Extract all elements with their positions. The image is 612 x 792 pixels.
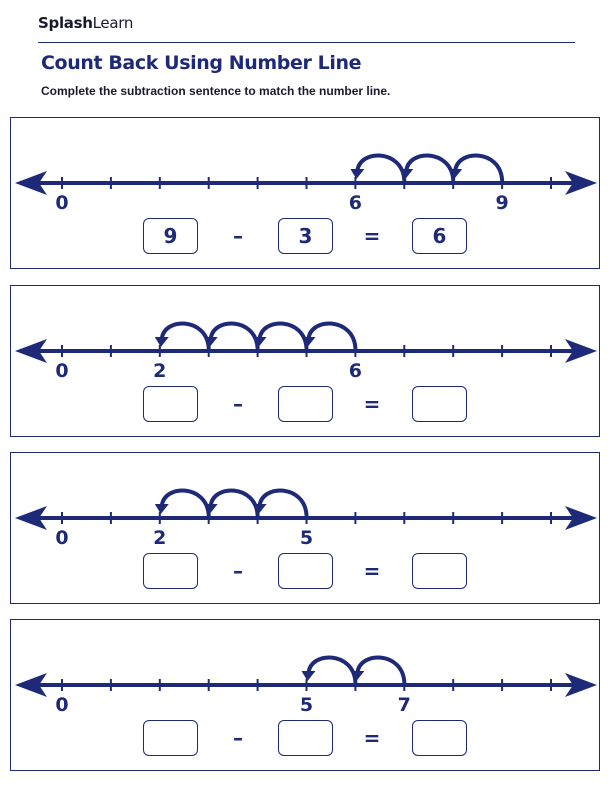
hop-arc <box>162 490 209 515</box>
tick-label: 5 <box>299 694 314 716</box>
tick-label: 9 <box>495 192 509 214</box>
subtrahend-box[interactable] <box>278 386 333 422</box>
tick-label: 0 <box>55 527 69 549</box>
subtrahend-box: 3 <box>278 218 333 254</box>
minus-sign: – <box>233 726 243 750</box>
tick-label: 0 <box>55 360 69 382</box>
problem-2 <box>10 285 600 437</box>
tick-label: 6 <box>348 360 362 382</box>
minuend-box[interactable] <box>143 720 198 756</box>
hop-arrowhead-icon <box>302 671 316 681</box>
equals-sign: = <box>363 392 381 416</box>
minuend-box: 9 <box>143 218 198 254</box>
tick-label: 0 <box>55 694 69 716</box>
hop-arc <box>309 657 356 682</box>
hop-arc <box>211 490 258 515</box>
tick-label: 6 <box>348 192 362 214</box>
logo-text-splash: Splash <box>38 14 93 32</box>
worksheet-title: Count Back Using Number Line <box>41 52 362 74</box>
problem-3 <box>10 452 600 604</box>
hop-arc <box>406 155 453 180</box>
minuend-box[interactable] <box>143 386 198 422</box>
minuend-box[interactable] <box>143 553 198 589</box>
tick-label: 5 <box>299 527 314 549</box>
problem-1 <box>10 117 600 269</box>
equals-sign: = <box>363 726 381 750</box>
difference-box[interactable] <box>412 386 467 422</box>
hop-arc <box>357 657 404 682</box>
tick-label: 2 <box>153 527 167 549</box>
tick-label: 2 <box>153 360 167 382</box>
difference-box[interactable] <box>412 553 467 589</box>
hop-arrowhead-icon <box>350 169 364 179</box>
difference-box[interactable] <box>412 720 467 756</box>
subtrahend-box[interactable] <box>278 553 333 589</box>
number-line <box>11 286 599 384</box>
subtrahend-box[interactable] <box>278 720 333 756</box>
hop-arc <box>260 323 307 348</box>
hop-arrowhead-icon <box>155 504 169 514</box>
hop-arc <box>260 490 307 515</box>
hop-arc <box>309 323 356 348</box>
tick-label: 0 <box>55 192 69 214</box>
tick-label: 7 <box>397 694 411 716</box>
problem-4 <box>10 619 600 771</box>
hop-arc <box>162 323 209 348</box>
header-divider <box>38 42 575 43</box>
hop-arc <box>357 155 404 180</box>
hop-arrowhead-icon <box>155 337 169 347</box>
hop-arc <box>455 155 502 180</box>
hop-arc <box>211 323 258 348</box>
worksheet-instruction: Complete the subtraction sentence to match the number line. <box>41 84 391 98</box>
difference-box: 6 <box>412 218 467 254</box>
splashlearn-logo <box>38 14 133 32</box>
minus-sign: – <box>233 392 243 416</box>
logo-text-learn: Learn <box>92 14 134 32</box>
minus-sign: – <box>233 224 243 248</box>
minus-sign: – <box>233 559 243 583</box>
equals-sign: = <box>363 224 381 248</box>
equals-sign: = <box>363 559 381 583</box>
